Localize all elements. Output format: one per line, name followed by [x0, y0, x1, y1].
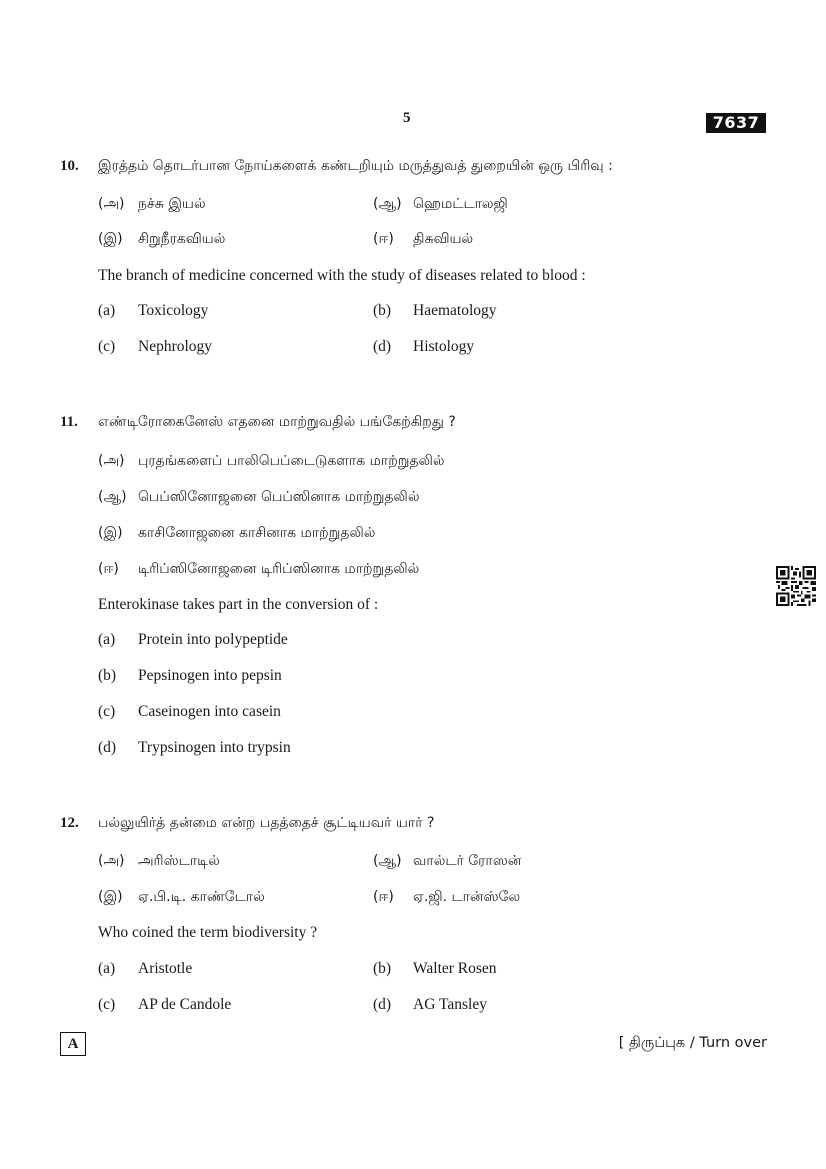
option-english: [373, 338, 474, 356]
turn-over-text: [ திருப்புக / Turn over: [618, 1035, 767, 1051]
option-text: Haematology: [413, 302, 497, 319]
option-text: Toxicology: [138, 302, 209, 319]
option-marker: (இ): [98, 231, 123, 247]
option-tamil: [373, 853, 521, 871]
option-marker: (c): [98, 338, 116, 355]
option-english: [98, 302, 208, 320]
option-text: Pepsinogen into pepsin: [138, 667, 282, 684]
qr-code-icon: [776, 566, 816, 606]
option-text: திசுவியல்: [413, 231, 474, 247]
option-marker: (ஆ): [373, 196, 402, 212]
question-number: 12.: [60, 815, 79, 831]
option-marker: (b): [98, 667, 117, 684]
option-text: Nephrology: [138, 338, 213, 355]
option-marker: (a): [98, 631, 116, 648]
option-marker: (ஆ): [98, 489, 127, 505]
option-text: Walter Rosen: [413, 960, 497, 977]
option-tamil: [98, 453, 444, 471]
option-marker: (b): [373, 302, 392, 319]
question-number: 10.: [60, 158, 79, 174]
option-tamil: [98, 889, 265, 907]
option-marker: (d): [373, 996, 392, 1013]
option-tamil: [98, 853, 220, 871]
option-text: ஹெமட்டாலஜி: [413, 196, 508, 212]
option-text: ஏ.ஜி. டான்ஸ்லே: [413, 889, 521, 905]
option-english: [98, 338, 212, 356]
option-text: டிரிப்ஸினோஜனை டிரிப்ஸினாக மாற்றுதலில்: [138, 561, 420, 577]
option-marker: (இ): [98, 525, 123, 541]
option-marker: (ஆ): [373, 853, 402, 869]
option-marker: (ஈ): [373, 231, 394, 247]
question-text-english: Enterokinase takes part in the conversion of :: [98, 596, 379, 613]
option-tamil: [98, 489, 419, 507]
page-number: 5: [403, 110, 411, 126]
option-english: [98, 631, 288, 649]
option-marker: (b): [373, 960, 392, 977]
option-marker: (d): [98, 739, 117, 756]
option-text: காசினோஜனை காசினாக மாற்றுதலில்: [138, 525, 376, 541]
question-text-english: Who coined the term biodiversity ?: [98, 924, 318, 941]
question-text-tamil: பல்லுயிர்த் தன்மை என்ற பதத்தைச் சூட்டியவர் யார் ?: [98, 815, 435, 831]
option-english: [98, 960, 192, 978]
option-marker: (a): [98, 302, 116, 319]
option-marker: (c): [98, 996, 116, 1013]
option-text: Histology: [413, 338, 475, 355]
question-number: 11.: [60, 414, 78, 430]
option-text: Caseinogen into casein: [138, 703, 281, 720]
option-english: [373, 960, 497, 978]
option-text: Trypsinogen into trypsin: [138, 739, 291, 756]
option-marker: (a): [98, 960, 116, 977]
option-text: சிறுநீரகவியல்: [138, 231, 226, 247]
question-text-english: The branch of medicine concerned with the study of diseases related to blood :: [98, 267, 586, 284]
option-tamil: [98, 196, 206, 214]
option-english: [98, 703, 281, 721]
option-text: வால்டர் ரோஸன்: [413, 853, 522, 869]
option-marker: (அ): [98, 453, 125, 469]
option-text: AP de Candole: [138, 996, 232, 1013]
option-english: [98, 667, 282, 685]
option-marker: (ஈ): [373, 889, 394, 905]
option-text: புரதங்களைப் பாலிபெப்டைடுகளாக மாற்றுதலில்: [138, 453, 445, 469]
option-text: அரிஸ்டாடில்: [138, 853, 220, 869]
option-marker: (d): [373, 338, 392, 355]
option-text: நச்சு இயல்: [138, 196, 206, 212]
option-marker: (அ): [98, 196, 125, 212]
option-english: [373, 302, 497, 320]
option-text: Protein into polypeptide: [138, 631, 288, 648]
question-text-tamil: எண்டிரோகைனேஸ் எதனை மாற்றுவதில் பங்கேற்கிறது ?: [98, 414, 456, 430]
option-text: Aristotle: [138, 960, 193, 977]
option-tamil: [98, 525, 375, 543]
option-text: AG Tansley: [413, 996, 487, 1013]
series-box: A: [60, 1032, 86, 1056]
option-marker: (அ): [98, 853, 125, 869]
option-tamil: [98, 231, 225, 249]
paper-code-badge: 7637: [706, 113, 766, 133]
question-text-tamil: இரத்தம் தொடர்பான நோய்களைக் கண்டறியும் மருத்துவத் துறையின் ஒரு பிரிவு :: [98, 158, 613, 174]
option-marker: (இ): [98, 889, 123, 905]
option-marker: (c): [98, 703, 116, 720]
option-tamil: [98, 561, 419, 579]
option-english: [98, 996, 231, 1014]
option-marker: (ஈ): [98, 561, 119, 577]
option-text: ஏ.பி.டி. காண்டோல்: [138, 889, 265, 905]
option-tamil: [373, 196, 508, 214]
option-english: [373, 996, 487, 1014]
option-text: பெப்ஸினோஜனை பெப்ஸினாக மாற்றுதலில்: [138, 489, 420, 505]
option-english: [98, 739, 291, 757]
option-tamil: [373, 231, 473, 249]
option-tamil: [373, 889, 520, 907]
